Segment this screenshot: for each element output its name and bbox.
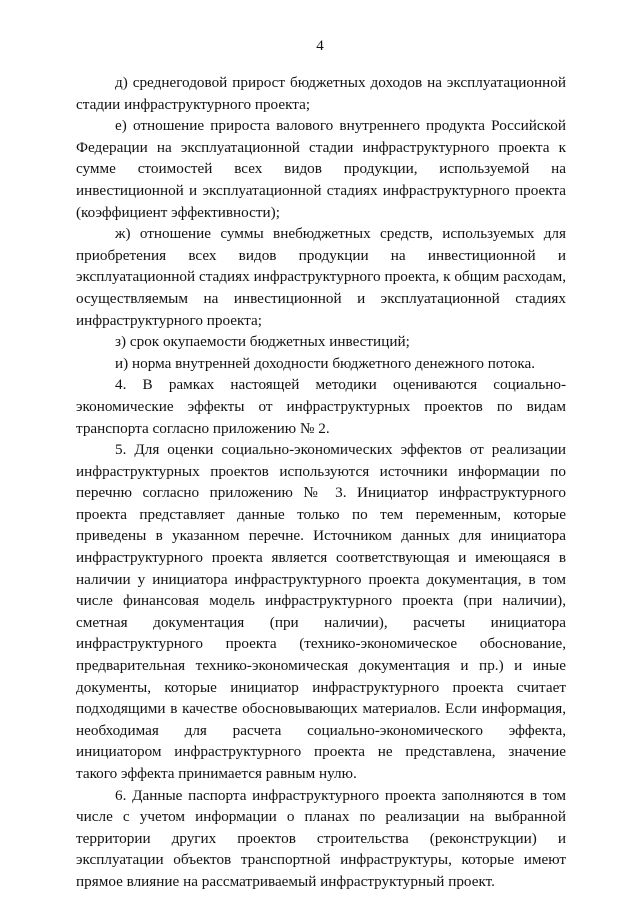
- paragraph-zh: ж) отношение суммы внебюджетных средств, используемых для приобретения всех видов продукции на инвестиционной и эксплуатационной стадиях инфраструктурного проекта, к общим расходам, осуществляемым на инвестиционной и эксплуатационной стадиях инфраструктурного проекта;: [76, 225, 566, 329]
- paragraph-4: 4. В рамках настоящей методики оцениваются социально-экономические эффекты от инфраструктурных проектов по видам транспорта согласно приложению № 2.: [76, 376, 566, 437]
- paragraph-d: д) среднегодовой прирост бюджетных доходов на эксплуатационной стадии инфраструктурного проекта;: [76, 74, 566, 113]
- page-number: 4: [316, 38, 324, 54]
- paragraph-e: е) отношение прироста валового внутреннего продукта Российской Федерации на эксплуатационной стадии инфраструктурного проекта к сумме стоимостей всех видов продукции, используемой на инвестиционной и эксплуатационной стадиях инфраструктурного проекта (коэффициент эффективности);: [76, 117, 566, 221]
- paragraph-5: 5. Для оценки социально-экономических эффектов от реализации инфраструктурных проектов используются источники информации по перечню согласно приложению № 3. Инициатор инфраструктурного проекта представляет данные только по тем переменным, которые приведены в указанном перечне. Источником данных для инициатора инфраструктурного проекта является соответствующая и имеющаяся в наличии у инициатора инфраструктурного проекта документация, в том числе финансовая модель инфраструктурного проекта (при наличии), сметная документация (при наличии), расчеты инициатора инфраструктурного проекта (технико-экономическое обоснование, предварительная технико-экономическая документация и пр.) и иные документы, которые инициатор инфраструктурного проекта считает подходящими в качестве обосновывающих материалов. Если информация, необходимая для расчета социально-экономического эффекта, инициатором инфраструктурного проекта не представлена, значение такого эффекта принимается равным нулю.: [76, 441, 566, 782]
- paragraph-z: з) срок окупаемости бюджетных инвестиций;: [115, 333, 410, 351]
- paragraph-6: 6. Данные паспорта инфраструктурного проекта заполняются в том числе с учетом информации о планах по реализации на выбранной территории других проектов строительства (реконструкции) и эксплуатации объектов транспортной инфраструктуры, которые имеют прямое влияние на рассматриваемый инфраструктурный проект.: [76, 786, 566, 890]
- paragraph-i: и) норма внутренней доходности бюджетного денежного потока.: [115, 354, 536, 372]
- document-body: [76, 72, 566, 893]
